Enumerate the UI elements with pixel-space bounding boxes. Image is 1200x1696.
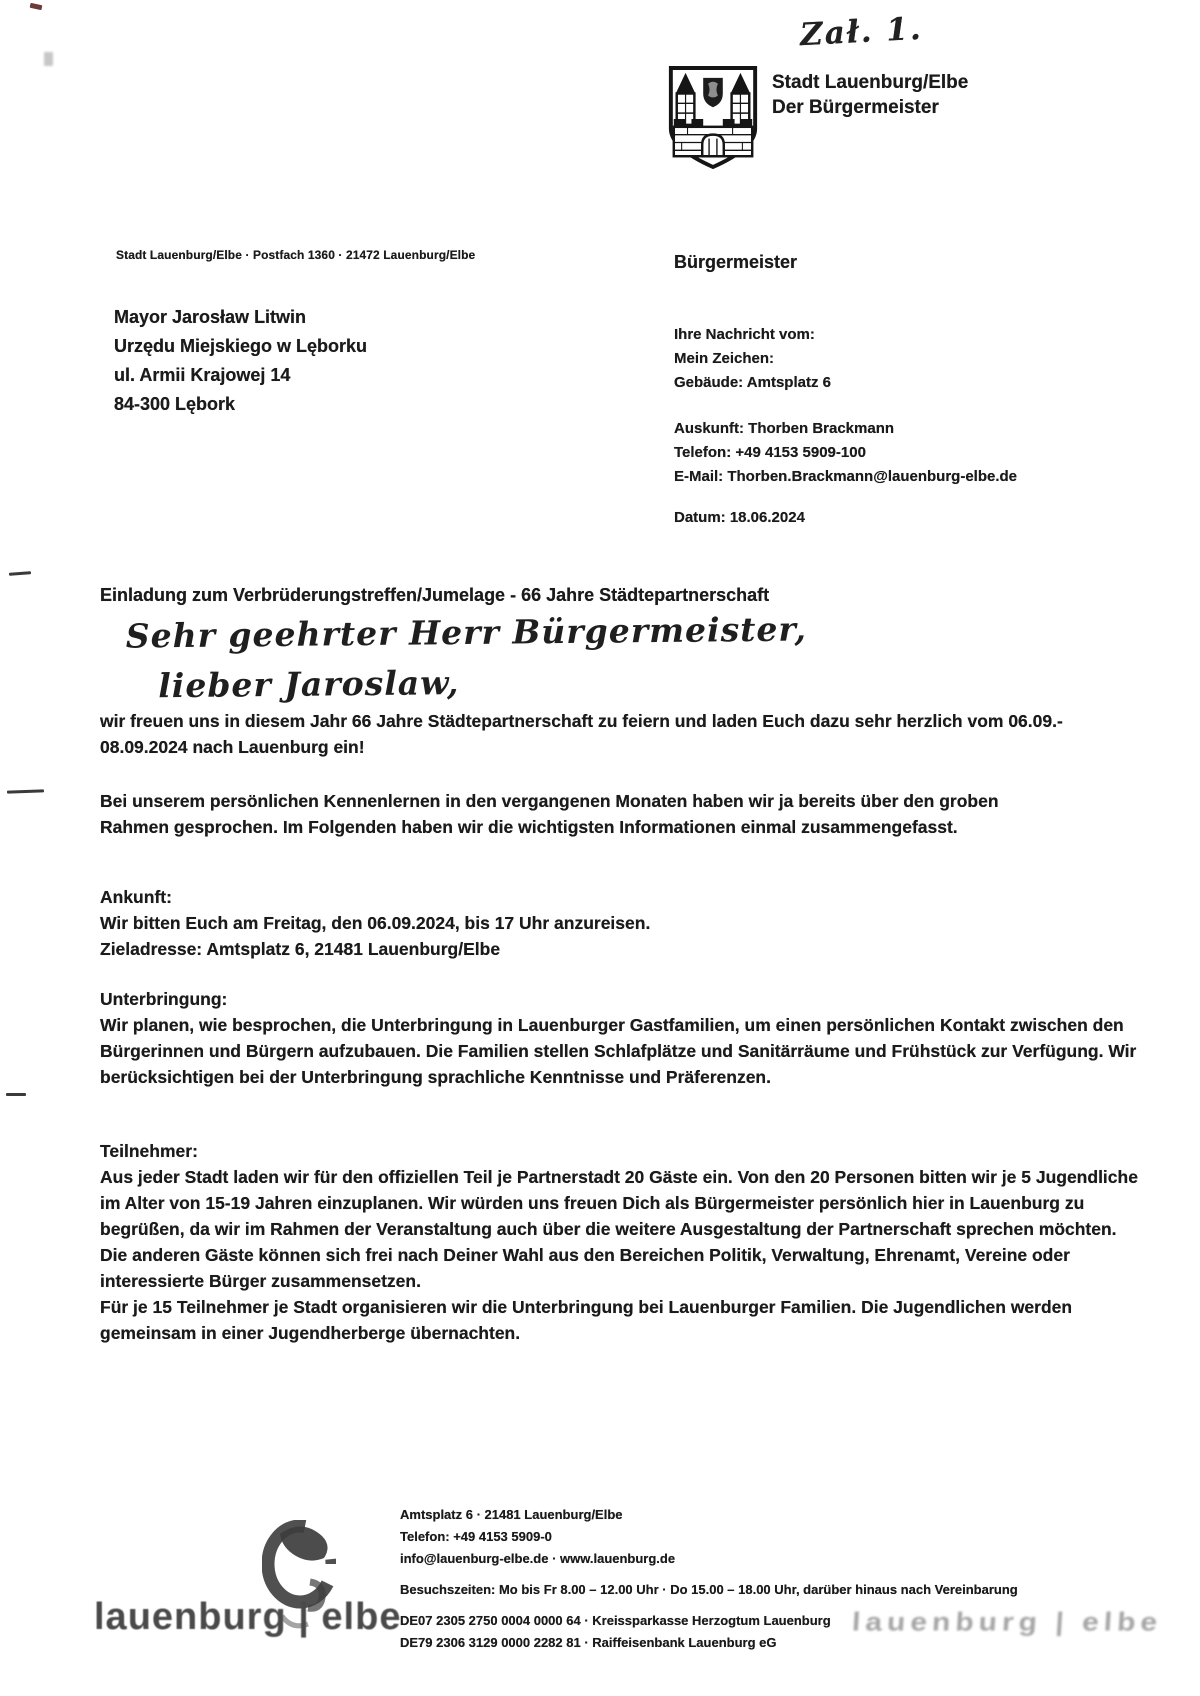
footer-phone: Telefon: +49 4153 5909-0: [400, 1529, 552, 1544]
handwritten-greeting: [125, 604, 807, 711]
scan-speck: [30, 3, 43, 10]
paragraph-ankunft: [100, 910, 1120, 962]
footer-bank-line: DE07 2305 2750 0004 0000 64 · Kreissparkasse Herzogtum Lauenburg: [400, 1613, 831, 1628]
footer-hours: Besuchszeiten: Mo bis Fr 8.00 – 12.00 Uhr · Do 15.00 – 18.00 Uhr, darüber hinaus nach Vereinbarung: [400, 1582, 1018, 1597]
greeting-line: lieber Jaroslaw,: [158, 663, 460, 706]
recipient-line: 84-300 Lębork: [114, 394, 236, 414]
contact-lines: [674, 417, 1094, 489]
text-run: .: [645, 913, 651, 933]
text-run-bold: Freitag, den 06.09.2024, bis 17 Uhr anzureisen: [263, 913, 646, 933]
letterhead-dept: Der Bürgermeister: [772, 97, 939, 118]
text-run: nach Lauenburg ein!: [187, 737, 365, 757]
scan-speck: [44, 52, 53, 66]
heading-teilnehmer: Teilnehmer:: [100, 1141, 198, 1161]
footer-email-web: info@lauenburg-elbe.de · www.lauenburg.de: [400, 1551, 676, 1566]
letterhead-text: [772, 70, 968, 120]
arrival-line2: Zieladresse: Amtsplatz 6, 21481 Lauenburg/Elbe: [100, 939, 501, 959]
date-line: Datum: 18.06.2024: [674, 509, 805, 526]
contact-line: Telefon: +49 4153 5909-100: [674, 444, 866, 461]
footer-bank-line: DE79 2306 3129 0000 2282 81 · Raiffeisenbank Lauenburg eG: [400, 1635, 777, 1650]
fold-mark: [7, 789, 44, 793]
paragraph-teilnehmer: [100, 1164, 1148, 1346]
city-coat-of-arms-icon: [664, 64, 762, 172]
text-run: Aus jeder Stadt laden wir für den offiziellen Teil: [100, 1167, 498, 1187]
handwritten-annotation: Zał. 1.: [799, 10, 924, 54]
text-run-bold: 06.09.- 08.09.2024: [100, 711, 1063, 757]
paragraph-context: Bei unserem persönlichen Kennenlernen in den vergangenen Monaten haben wir ja bereits über den groben Rahmen gesprochen. Im Folgenden haben wir die wichtigsten Informationen einmal zusammengefasst.: [100, 791, 999, 837]
recipient-line: Urzędu Miejskiego w Lęborku: [114, 336, 368, 356]
subject-line: Einladung zum Verbrüderungstreffen/Jumelage - 66 Jahre Städtepartnerschaft: [100, 585, 770, 605]
fold-mark: [6, 1093, 26, 1096]
text-run: ein. Von den 20 Personen bitten wir je 5 Jugendliche im Alter von 15-19 Jahren einzuplanen. Wir würden uns freuen Dich als Bürgermeister persönlich hier in Lauenburg zu begrüßen, da wir im Rahmen der Veranstaltung auch über die weitere Ausgestaltung der Partnerschaft sprechen möchten. Die anderen Gäste können sich frei nach Deiner Wahl aus den Bereichen Politik, Verwaltung, Ehrenamt, Vereine oder interessierte Bürger zusammensetzen.: [100, 1167, 1138, 1291]
paragraph-invitation: [100, 708, 1115, 760]
ref-line: Ihre Nachricht vom:: [674, 326, 815, 343]
participants-line2: Für je 15 Teilnehmer je Stadt organisieren wir die Unterbringung bei Lauenburger Familien. Die Jugendlichen werden gemeinsam in einer Jugendherberge übernachten.: [100, 1297, 1073, 1343]
text-run-bold: 66 Jahre Städtepartnerschaft: [351, 711, 594, 731]
faded-logo-wordmark: lauenburg | elbe: [851, 1608, 1164, 1637]
letterhead-org: Stadt Lauenburg/Elbe: [772, 72, 969, 93]
text-run: zu feiern und laden Euch dazu sehr herzlich vom: [593, 711, 1009, 731]
recipient-line: Mayor Jarosław Litwin: [114, 307, 307, 327]
heading-ankunft: Ankunft:: [100, 887, 172, 907]
sender-return-address: Stadt Lauenburg/Elbe · Postfach 1360 · 21472 Lauenburg/Elbe: [116, 248, 476, 262]
ref-line: Gebäude: Amtsplatz 6: [674, 374, 831, 391]
info-block: [674, 252, 1094, 526]
paragraph-unterbringung: Wir planen, wie besprochen, die Unterbringung in Lauenburger Gastfamilien, um einen persönlichen Kontakt zwischen den Bürgerinnen und Bürgern aufzubauen. Die Familien stellen Schlafplätze und Sanitärräume und Frühstück zur Verfügung. Wir berücksichtigen bei der Unterbringung sprachliche Kenntnisse und Präferenzen.: [100, 1015, 1137, 1087]
arrival-line1: [100, 910, 1120, 936]
contact-line: Auskunft: Thorben Brackmann: [674, 420, 895, 437]
logo-wordmark: lauenburg | elbe: [94, 1596, 402, 1638]
greeting-line: Sehr geehrter Herr Bürgermeister,: [125, 609, 808, 656]
text-run-bold: je Partnerstadt 20 Gäste: [497, 1167, 698, 1187]
recipient-address: [114, 303, 367, 419]
text-run: wir freuen uns in diesem Jahr: [100, 711, 352, 731]
fold-mark: [9, 571, 31, 576]
reference-lines: [674, 323, 1094, 395]
ref-line: Mein Zeichen:: [674, 350, 775, 367]
recipient-line: ul. Armii Krajowej 14: [114, 365, 291, 385]
heading-unterbringung: Unterbringung:: [100, 989, 228, 1009]
footer-address: Amtsplatz 6 · 21481 Lauenburg/Elbe: [400, 1507, 623, 1522]
contact-line: E-Mail: Thorben.Brackmann@lauenburg-elbe.de: [674, 468, 1018, 485]
info-title: Bürgermeister: [674, 252, 798, 272]
text-run: Wir bitten Euch am: [100, 913, 264, 933]
